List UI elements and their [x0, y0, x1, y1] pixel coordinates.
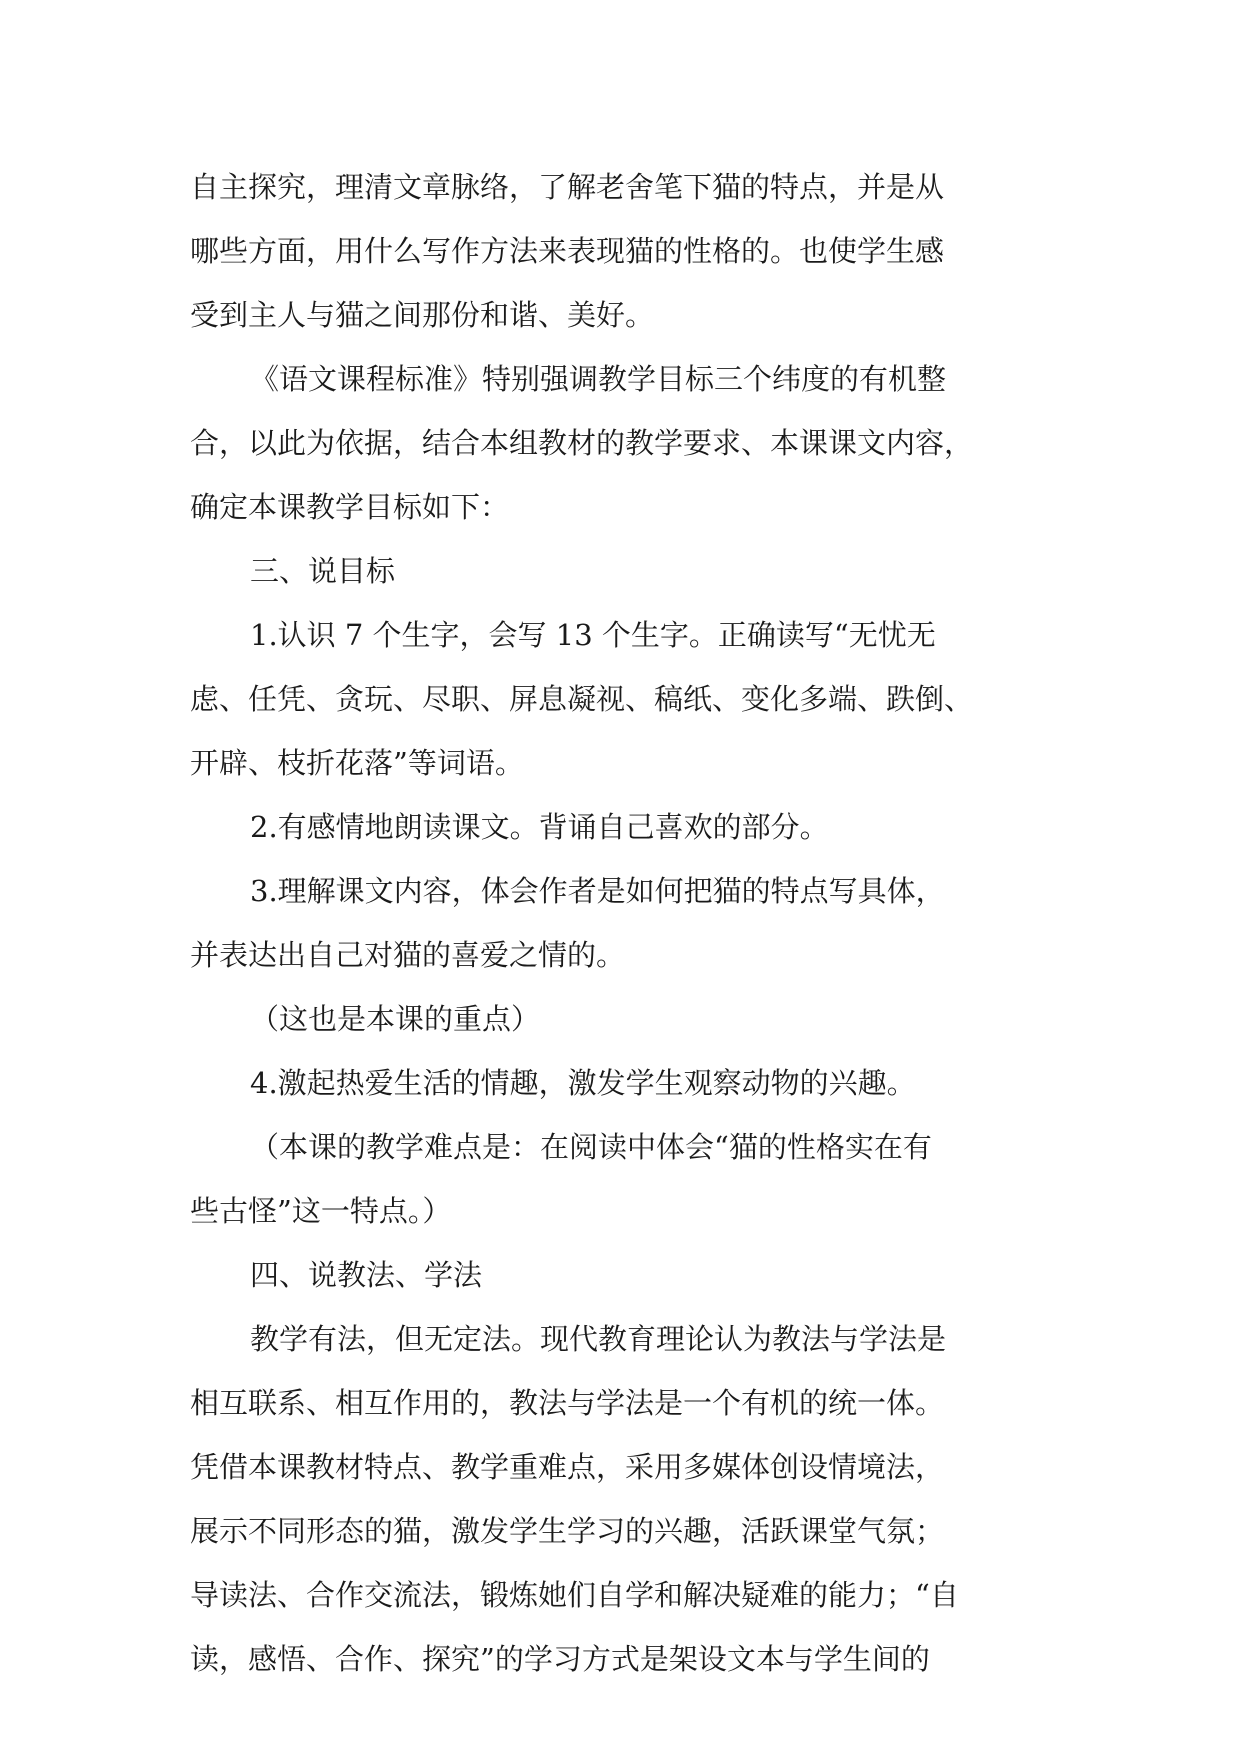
- text-line: 开辟、枝折花落”等词语。: [190, 746, 524, 780]
- text-line: 虑、任凭、贪玩、尽职、屏息凝视、稿纸、变化多端、跌倒、: [190, 682, 974, 716]
- section-heading: 三、说目标: [250, 554, 396, 588]
- text-line: 些古怪”这一特点。）: [190, 1194, 452, 1228]
- text-line: 4.激起热爱生活的情趣，激发学生观察动物的兴趣。: [250, 1066, 916, 1100]
- text-line: 教学有法，但无定法。现代教育理论认为教法与学法是: [250, 1322, 947, 1356]
- text-line: 哪些方面，用什么写作方法来表现猫的性格的。也使学生感: [190, 234, 945, 268]
- text-line: 相互联系、相互作用的，教法与学法是一个有机的统一体。: [190, 1386, 945, 1420]
- text-line: 合，以此为依据，结合本组教材的教学要求、本课课文内容，: [190, 426, 974, 460]
- text-line: 展示不同形态的猫，激发学生学习的兴趣，活跃课堂气氛；: [190, 1514, 945, 1548]
- document-body: [190, 155, 1050, 1691]
- text-line: 自主探究，理清文章脉络，了解老舍笔下猫的特点，并是从: [190, 170, 945, 204]
- text-line: （这也是本课的重点）: [250, 1002, 541, 1036]
- text-line: 确定本课教学目标如下：: [190, 490, 510, 524]
- text-line: 《语文课程标准》特别强调教学目标三个纬度的有机整: [250, 362, 947, 396]
- text-line: 1.认识 7 个生字，会写 13 个生字。正确读写“无忧无: [250, 618, 936, 652]
- text-line: 2.有感情地朗读课文。背诵自己喜欢的部分。: [250, 810, 829, 844]
- text-line: 凭借本课教材特点、教学重难点，采用多媒体创设情境法，: [190, 1450, 945, 1484]
- text-line: 受到主人与猫之间那份和谐、美好。: [190, 298, 655, 332]
- text-line: 导读法、合作交流法，锻炼她们自学和解决疑难的能力；“自: [190, 1578, 959, 1612]
- text-line: 读，感悟、合作、探究”的学习方式是架设文本与学生间的: [190, 1642, 930, 1676]
- text-line: （本课的教学难点是：在阅读中体会“猫的性格实在有: [250, 1130, 932, 1164]
- section-heading: 四、说教法、学法: [250, 1258, 483, 1292]
- text-line: 并表达出自己对猫的喜爱之情的。: [190, 938, 626, 972]
- text-line: 3.理解课文内容，体会作者是如何把猫的特点写具体，: [250, 874, 945, 908]
